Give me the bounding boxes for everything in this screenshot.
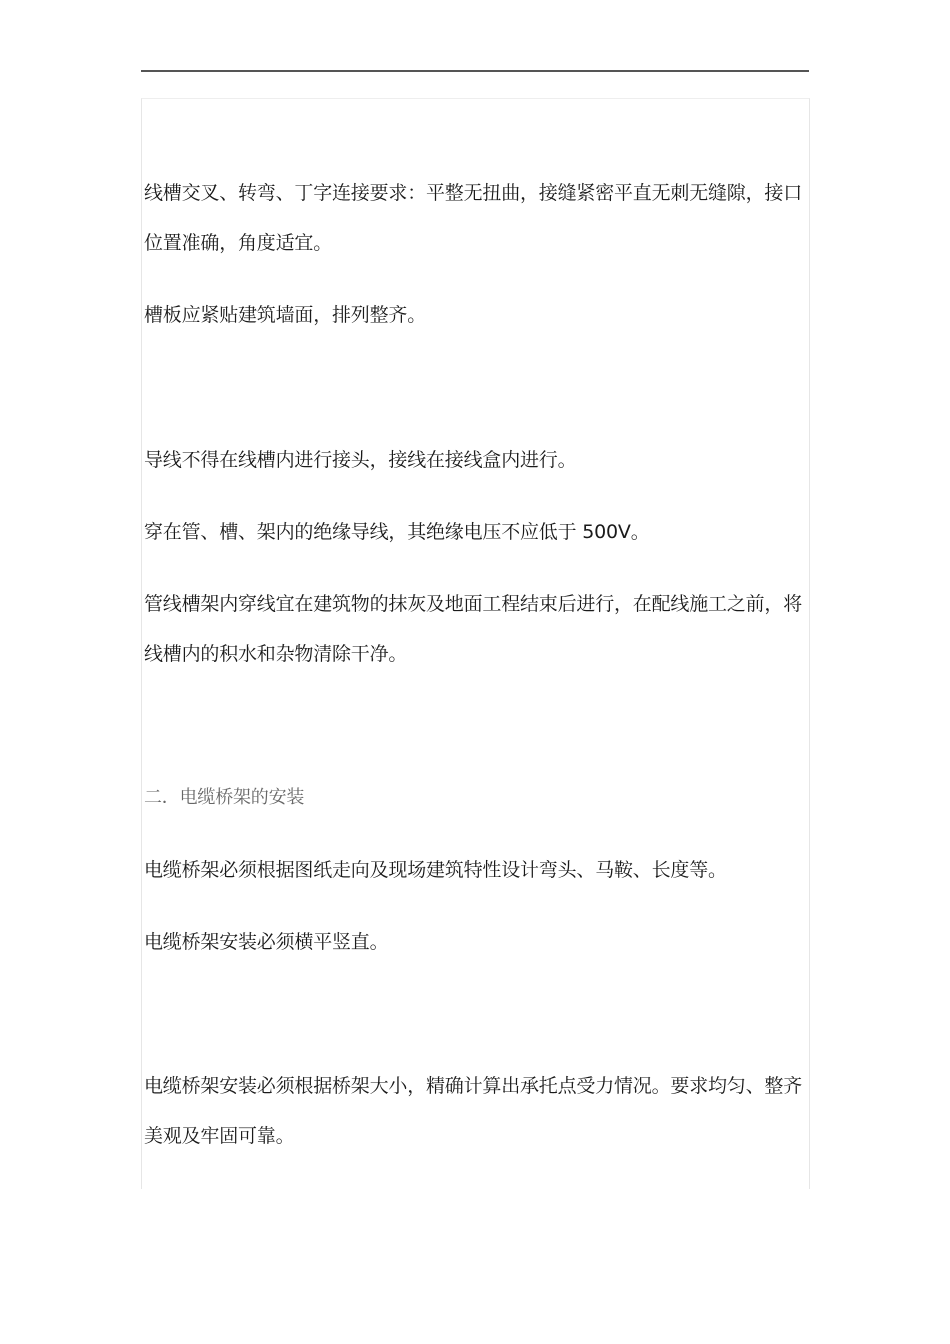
paragraph-line: 线槽内的积水和杂物清除干净。 [144,643,408,665]
paragraph-line: 美观及牢固可靠。 [144,1125,295,1147]
paragraph-line: 槽板应紧贴建筑墙面，排列整齐。 [144,304,427,326]
paragraph-insulation-voltage [144,507,816,557]
paragraph-line: 电缆桥架安装必须根据桥架大小，精确计算出承托点受力情况。要求均匀、整齐 [144,1075,803,1097]
paragraph-tray-support [144,1061,816,1161]
paragraph-tray-level [144,917,816,967]
paragraph-trunking-joints [144,168,816,268]
header-rule [141,70,809,72]
paragraph-line: 电缆桥架必须根据图纸走向及现场建筑特性设计弯头、马鞍、长度等。 [144,859,727,881]
paragraph-line: 导线不得在线槽内进行接头，接线在接线盒内进行。 [144,449,577,471]
paragraph-line: 穿在管、槽、架内的绝缘导线，其绝缘电压不应低于 500V。 [144,521,650,543]
paragraph-line: 电缆桥架安装必须横平竖直。 [144,931,389,953]
paragraph-line: 线槽交叉、转弯、丁字连接要求：平整无扭曲，接缝紧密平直无刺无缝隙，接口 [144,182,803,204]
paragraph-line: 管线槽架内穿线宜在建筑物的抹灰及地面工程结束后进行，在配线施工之前，将 [144,593,803,615]
paragraph-line: 位置准确，角度适宜。 [144,232,333,254]
section-heading: 二．电缆桥架的安装 [144,787,305,808]
paragraph-tray-design [144,845,816,895]
paragraph-slot-board [144,290,816,340]
paragraph-no-splice [144,435,816,485]
paragraph-wiring-timing [144,579,816,679]
